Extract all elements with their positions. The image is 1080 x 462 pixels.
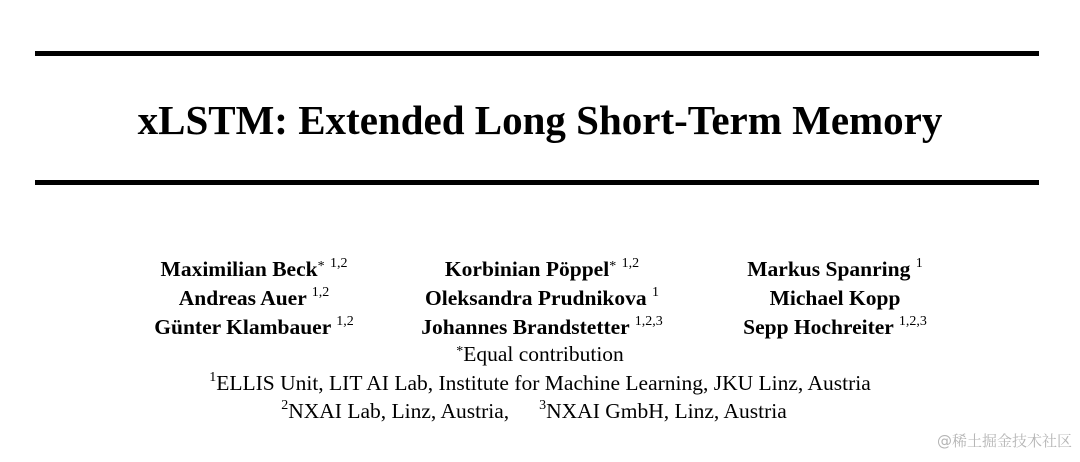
author-markus-spanring xyxy=(747,256,922,286)
author-name: Michael Kopp xyxy=(769,286,901,310)
author-name: Korbinian Pöppel xyxy=(444,257,610,281)
affiliation-2-3 xyxy=(0,398,1074,428)
affiliation-marks: 1 xyxy=(652,285,659,300)
author-name: Oleksandra Prudnikova xyxy=(425,286,647,310)
affiliation-marks: 1,2,3 xyxy=(898,314,927,329)
equal-contribution-mark: * xyxy=(317,259,325,274)
affiliation-mark: 1 xyxy=(209,370,217,385)
equal-contribution-mark: * xyxy=(456,344,464,359)
equal-contribution-note xyxy=(0,341,1080,371)
title-rule-bottom xyxy=(35,180,1039,185)
paper-title: xLSTM: Extended Long Short-Term Memory xyxy=(137,97,943,143)
author-johannes-brandstetter xyxy=(421,314,662,344)
affiliation-marks: 1,2 xyxy=(621,256,640,271)
affiliation-text: ELLIS Unit, LIT AI Lab, Institute for Machine Learning, JKU Linz, Austria xyxy=(216,371,871,395)
watermark-text: @稀土掘金技术社区 xyxy=(936,432,1072,450)
affiliation-mark: 2 xyxy=(281,398,289,413)
author-name: Markus Spanring xyxy=(747,257,911,281)
equal-contribution-mark: * xyxy=(609,259,617,274)
author-name: Andreas Auer xyxy=(178,286,307,310)
affiliation-marks: 1,2,3 xyxy=(634,314,663,329)
affiliation-marks: 1,2 xyxy=(329,256,348,271)
author-name: Sepp Hochreiter xyxy=(743,315,894,339)
author-oleksandra-prudnikova xyxy=(425,285,659,315)
affiliation-marks: 1,2 xyxy=(336,314,354,329)
equal-contribution-text: Equal contribution xyxy=(463,342,624,366)
title-rule-top xyxy=(35,51,1039,56)
author-michael-kopp xyxy=(770,285,901,311)
affiliation-marks: 1 xyxy=(915,256,923,271)
affiliation-1 xyxy=(0,370,1080,400)
affiliation-mark: 3 xyxy=(539,398,547,413)
author-name: Maximilian Beck xyxy=(160,257,318,281)
affiliation-marks: 1,2 xyxy=(311,285,330,300)
author-gunter-klambauer xyxy=(154,314,353,344)
author-korbinian-poppel xyxy=(445,256,639,286)
author-andreas-auer xyxy=(179,285,330,315)
author-maximilian-beck xyxy=(161,256,348,286)
author-sepp-hochreiter xyxy=(743,314,927,344)
affiliation-text: NXAI Lab, Linz, Austria, xyxy=(288,399,510,423)
affiliation-text: NXAI GmbH, Linz, Austria xyxy=(546,399,787,423)
author-name: Johannes Brandstetter xyxy=(421,315,630,339)
author-name: Günter Klambauer xyxy=(154,315,331,339)
